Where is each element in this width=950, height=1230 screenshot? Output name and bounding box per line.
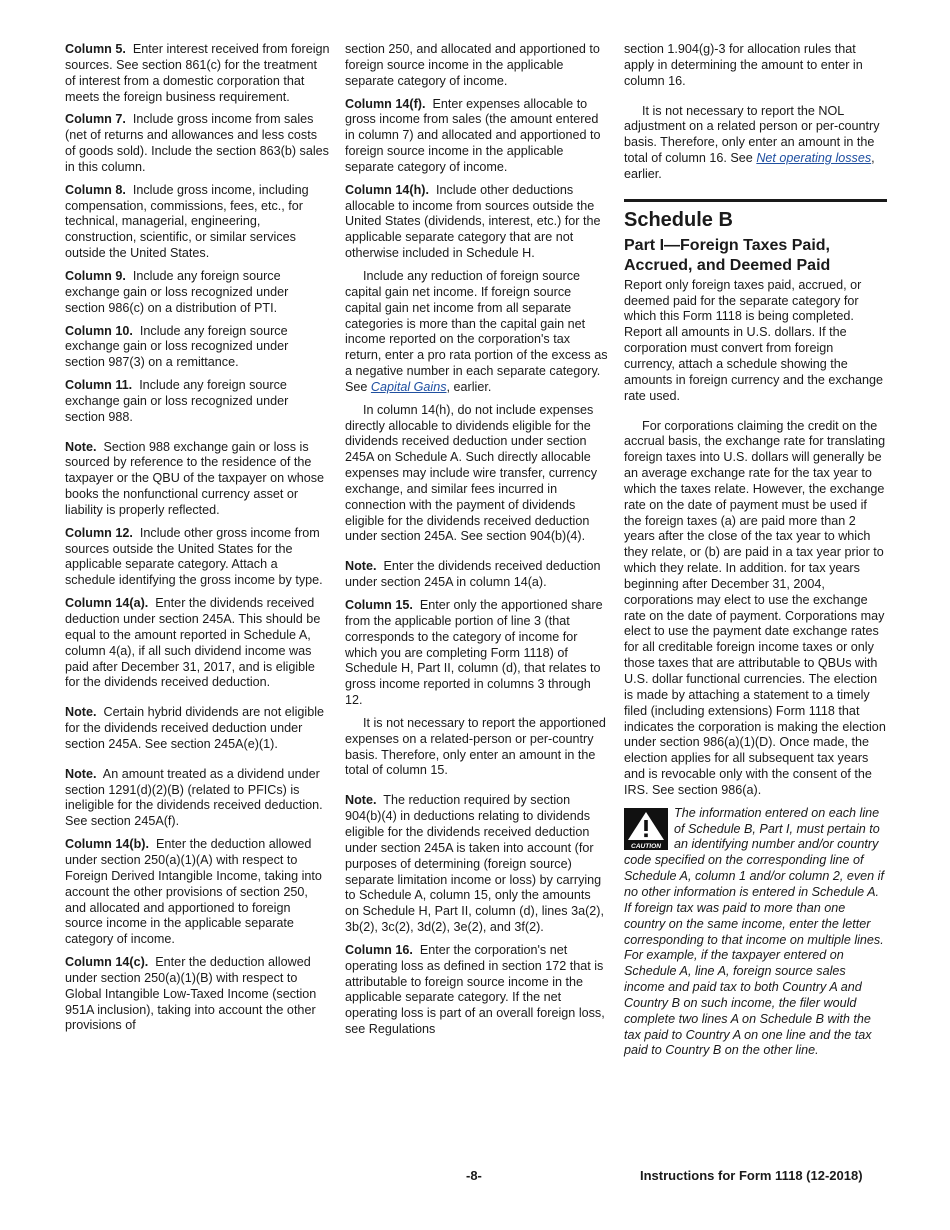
- column-14h-paragraph: Column 14(h). Include other deductions allocable to income from sources outside the United States (dividends, interest, etc.) for the applicable separate category that are not otherwise included in Schedule H.: [345, 182, 601, 261]
- capital-gains-link[interactable]: Capital Gains: [370, 379, 447, 394]
- foreign-taxes-paragraph: Report only foreign taxes paid, accrued, or deemed paid for the separate category for which this Form 1118 is being completed. Report all amounts in U.S. dollars. If the corporation must convert from foreign currency, attach a schedule showing the amounts in foreign currency and the exchange rate used.: [624, 277, 884, 403]
- exchange-rate-paragraph: For corporations claiming the credit on the accrual basis, the exchange rate for translating foreign taxes into U.S. dollars will generally be an average exchange rate for the tax year to which the taxes relate. However, the exchange rate on the date of payment must be used if the foreign taxes (a) are paid more than 2 years after the close of the tax year to which they relate, or (b) are paid in a tax year prior to which they relate. In addition. for tax years beginning after December 31, 2004, corporations may elect to use the exchange rate on the date of payment. Corporations may elect to use the payment date exchange rates for all creditable foreign income taxes or only those taxes that are attributable to QBUs with U.S. dollar functional currencies. The election is made by attaching a statement to a timely filed (including extensions) Form 1118 that indicates the corporation is making the election under section 986(a)(1)(D). Once made, the election applies for all subsequent tax years and is revocable only with the consent of the IRS. See section 986(a).: [624, 418, 886, 797]
- caution-box: [624, 806, 887, 1060]
- column-12-paragraph: Column 12. Include other gross income from sources outside the United States for the applicable separate category. Attach a schedule identifying the gross income by type.: [65, 525, 323, 588]
- column-14f-paragraph: Column 14(f). Enter expenses allocable to gross income from sales (the amount entered in column 7) and allocated and apportioned to foreign source income in the applicable separate category of income.: [345, 96, 601, 174]
- column-5-paragraph: Column 5. Enter interest received from foreign sources. See section 861(c) for the treatment of interest from a domestic corporation that meets the foreign business requirement.: [65, 42, 330, 104]
- note-section-988: Note. Section 988 exchange gain or loss is sourced by reference to the residence of the taxpayer or the QBU of the taxpayer on whose books the nonfunctional currency asset or liability is properly reflected.: [65, 439, 325, 517]
- schedule-b-heading: Schedule B: [624, 208, 733, 231]
- net-operating-losses-link[interactable]: Net operating losses: [756, 151, 872, 166]
- column-10-paragraph: Column 10. Include any foreign source exchange gain or loss recognized under section 987(3) on a remittance.: [65, 323, 289, 370]
- left-column: [65, 42, 330, 1041]
- column-14c-paragraph: Column 14(c). Enter the deduction allowed under section 250(a)(1)(B) with respect to Global Intangible Low-Taxed Income (section 951A inclusion), taking into account the other provisions of: [65, 955, 317, 1033]
- column-15-paragraph: Column 15. Enter only the apportioned share from the applicable portion of line 3 (that corresponds to the category of income for which you are completing Form 1118) of Schedule H, Part II, column (d), that relates to gross income reported in columns 3 through 12.: [345, 598, 603, 708]
- note-dividends-received-deduction: Note. Enter the dividends received deduction under section 245A in column 14(a).: [345, 559, 601, 590]
- caution-label: CAUTION: [630, 842, 662, 850]
- note-hybrid-dividends: Note. Certain hybrid dividends are not eligible for the dividends received deduction under section 245A. See section 245A(e)(1).: [65, 705, 325, 751]
- column-9-paragraph: Column 9. Include any foreign source exchange gain or loss recognized under section 986(c) on a distribution of PTI.: [65, 268, 289, 315]
- column-8-paragraph: Column 8. Include gross income, including compensation, commissions, fees, etc., for technical, managerial, engineering, construction, scientific, or similar services outside the United States.: [65, 182, 309, 261]
- directly-allocable-expenses-paragraph: In column 14(h), do not include expenses directly allocable to dividends eligible for the dividends received deduction under section 245A on Schedule A. Such directly allocable expenses may include wire transfer, currency exchange, and similar fees incurred in connection with the payment of dividends eligible for the dividends received deduction under section 245A. See section 904(b)(4).: [345, 402, 597, 544]
- column-16-paragraph: Column 16. Enter the corporation's net operating loss as defined in section 172 that is attributable to foreign source income in the applicable separate category. If the net operating loss is part of an overall foreign loss, see Regulations: [345, 942, 605, 1037]
- form-title: Instructions for Form 1118 (12-2018): [640, 1168, 863, 1183]
- continued-paragraph: section 1.904(g)-3 for allocation rules that apply in determining the amount to enter in column 16.: [624, 42, 863, 88]
- apportioned-expenses-paragraph: It is not necessary to report the apportioned expenses on a related-person or per-country basis. Therefore, only enter an amount in the total of column 15.: [345, 715, 606, 778]
- nol-adjustment-paragraph: It is not necessary to report the NOL adjustment on a related person or per-country basis. Therefore, only enter an amount in the total of column 16. See Net operating losses, earlier.: [624, 103, 880, 181]
- caution-icon: [624, 808, 668, 850]
- page-number: -8-: [466, 1168, 482, 1183]
- caution-text: The information entered on each line of Schedule B, Part I, must pertain to an identifying number and/or country code specified on the corresponding line of Schedule A, column 1 and/or column 2, even if no other information is entered in Schedule A. If foreign tax was paid to more than one country on the same income, enter the letter corresponding to that income on multiple lines. For example, if the taxpayer entered on Schedule A, line A, foreign source sales income and paid tax to both Country A and Country B on such income, the filer would complete two lines A on Schedule B with the tax paid to Country A on one line and the tax paid to Country B on the other line.: [624, 805, 884, 1058]
- column-11-paragraph: Column 11. Include any foreign source exchange gain or loss recognized under section 988.: [65, 378, 289, 424]
- column-14a-paragraph: Column 14(a). Enter the dividends received deduction under section 245A. This should be equal to the amount reported in Schedule A, column 4(a), if all such dividend income was paid after December 31, 2017, and is eligible for the dividends received deduction.: [65, 596, 321, 690]
- continued-paragraph: section 250, and allocated and apportioned to foreign source income in the applicable separate category of income.: [345, 42, 600, 88]
- note-pfic-dividend: Note. An amount treated as a dividend under section 1291(d)(2)(B) (related to PFICs) is ineligible for the dividends received deduction. See section 245A(f).: [65, 766, 323, 829]
- column-14b-paragraph: Column 14(b). Enter the deduction allowed under section 250(a)(1)(A) with respect to Foreign Derived Intangible Income, taking into account the other provisions of section 250, and allocated and apportioned to foreign source income in the applicable separate category of income.: [65, 837, 322, 947]
- section-divider: [624, 199, 887, 202]
- capital-gain-paragraph: Include any reduction of foreign source capital gain net income. If foreign source capital gain net income from all separate categories is more than the capital gain net income reported on the corporation's tax return, enter a pro rata portion of the excess as a negative number in each separate category. See Capital Gains, earlier.: [345, 268, 608, 394]
- middle-column: [345, 42, 608, 1045]
- part-i-heading: Part I—Foreign Taxes Paid, Accrued, and Deemed Paid: [624, 236, 831, 274]
- column-7-paragraph: Column 7. Include gross income from sales (net of returns and allowances and less costs of goods sold). Include the section 863(b) sales in this column.: [65, 112, 329, 174]
- right-column: [624, 42, 887, 1059]
- note-904b4-reduction: Note. The reduction required by section 904(b)(4) in deductions relating to dividends eligible for the dividends received deduction under section 245A is taken into account (for purposes of determining (foreign source) separate limitation income or loss) by carrying to Schedule A, column 15, only the amounts on Schedule H, Part II, column (d), lines 3a(2), 3b(2), 3c(2), 3d(2), 3e(2), and 3f(2).: [345, 793, 604, 935]
